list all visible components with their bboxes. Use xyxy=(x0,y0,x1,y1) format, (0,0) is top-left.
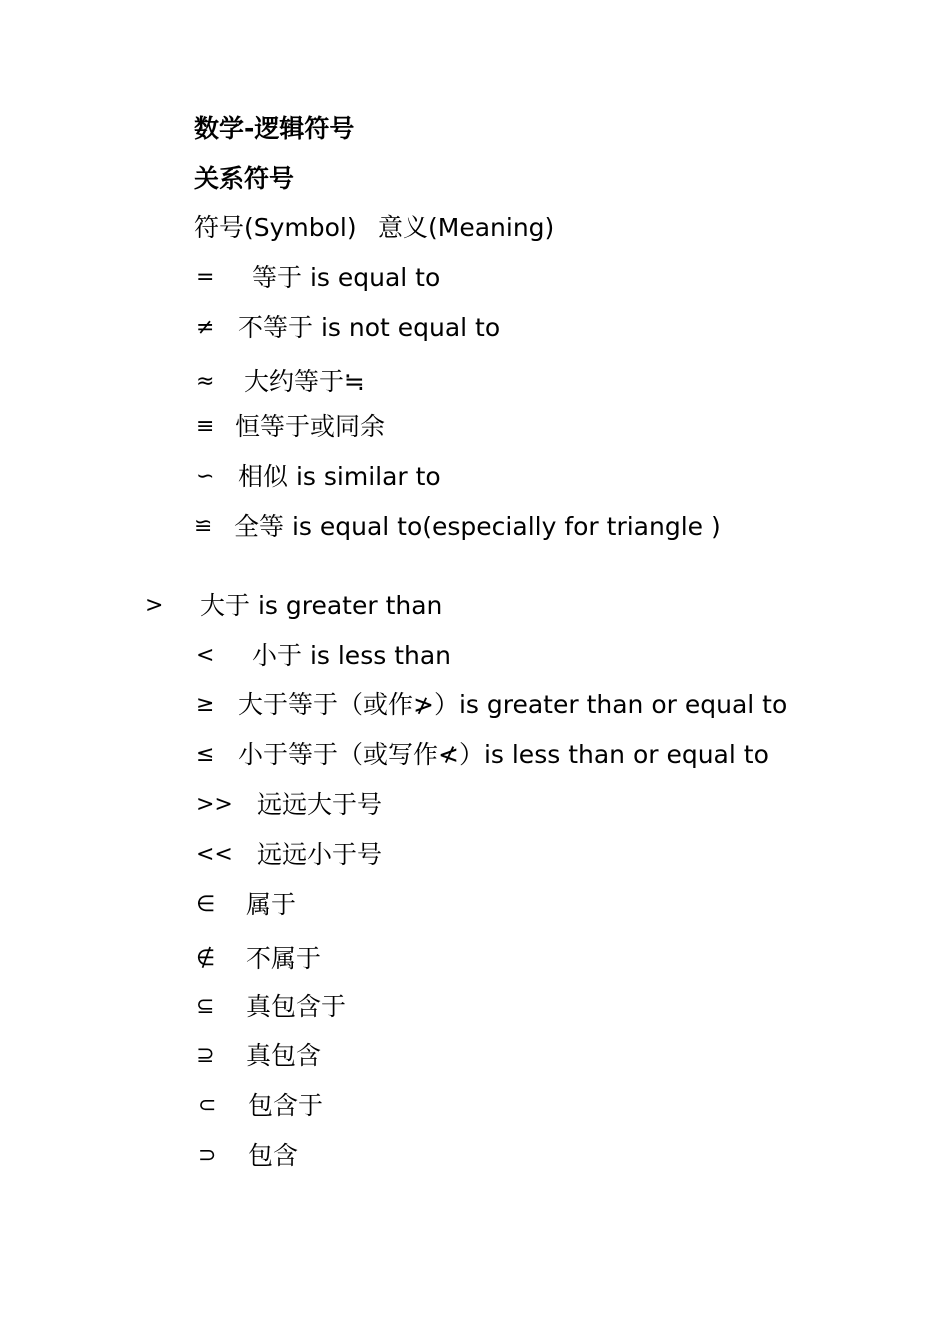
row-symbol: ≤ xyxy=(196,742,215,767)
row-symbol: ⊇ xyxy=(196,1043,215,1068)
row-meaning: 远远小于号 xyxy=(257,840,383,869)
row-meaning: 真包含于 xyxy=(246,992,347,1021)
row-symbol: < xyxy=(196,643,215,668)
row-symbol: > xyxy=(145,593,164,618)
row-symbol: ≌ xyxy=(194,514,213,539)
document-title: 数学-逻辑符号 xyxy=(194,114,355,143)
row-meaning: 包含 xyxy=(248,1141,299,1170)
row-symbol: << xyxy=(196,842,233,867)
row-symbol: >> xyxy=(196,792,233,817)
row-meaning: 小于等于（或写作≮）is less than or equal to xyxy=(238,740,769,769)
row-symbol: ⊂ xyxy=(198,1093,217,1118)
row-symbol: ∈ xyxy=(196,892,216,917)
row-symbol: ≈ xyxy=(196,369,215,394)
row-meaning: 小于 is less than xyxy=(252,641,451,670)
header-meaning: 意义(Meaning) xyxy=(378,213,555,242)
row-symbol: ≠ xyxy=(196,315,215,340)
row-meaning: 大于 is greater than xyxy=(200,591,443,620)
row-symbol: ∽ xyxy=(196,464,215,489)
row-meaning: 大于等于（或作≯）is greater than or equal to xyxy=(238,690,788,719)
row-meaning: 等于 is equal to xyxy=(252,263,441,292)
row-meaning: 不等于 is not equal to xyxy=(238,313,501,342)
row-symbol: ≡ xyxy=(196,414,215,439)
row-meaning: 属于 xyxy=(246,890,297,919)
row-meaning: 大约等于≒ xyxy=(244,367,365,396)
row-meaning: 远远大于号 xyxy=(257,790,383,819)
row-symbol: ⊃ xyxy=(198,1143,217,1168)
row-meaning: 全等 is equal to(especially for triangle ) xyxy=(234,512,721,541)
row-meaning: 不属于 xyxy=(246,944,322,973)
row-symbol: ≥ xyxy=(196,692,215,717)
row-meaning: 恒等于或同余 xyxy=(235,412,386,441)
row-symbol: ∉ xyxy=(196,946,216,971)
row-symbol: ⊆ xyxy=(196,994,215,1019)
header-symbol: 符号(Symbol) xyxy=(194,213,357,242)
row-meaning: 真包含 xyxy=(246,1041,322,1070)
row-symbol: = xyxy=(196,265,215,290)
row-meaning: 相似 is similar to xyxy=(238,462,441,491)
row-meaning: 包含于 xyxy=(248,1091,324,1120)
section-heading: 关系符号 xyxy=(194,164,295,193)
